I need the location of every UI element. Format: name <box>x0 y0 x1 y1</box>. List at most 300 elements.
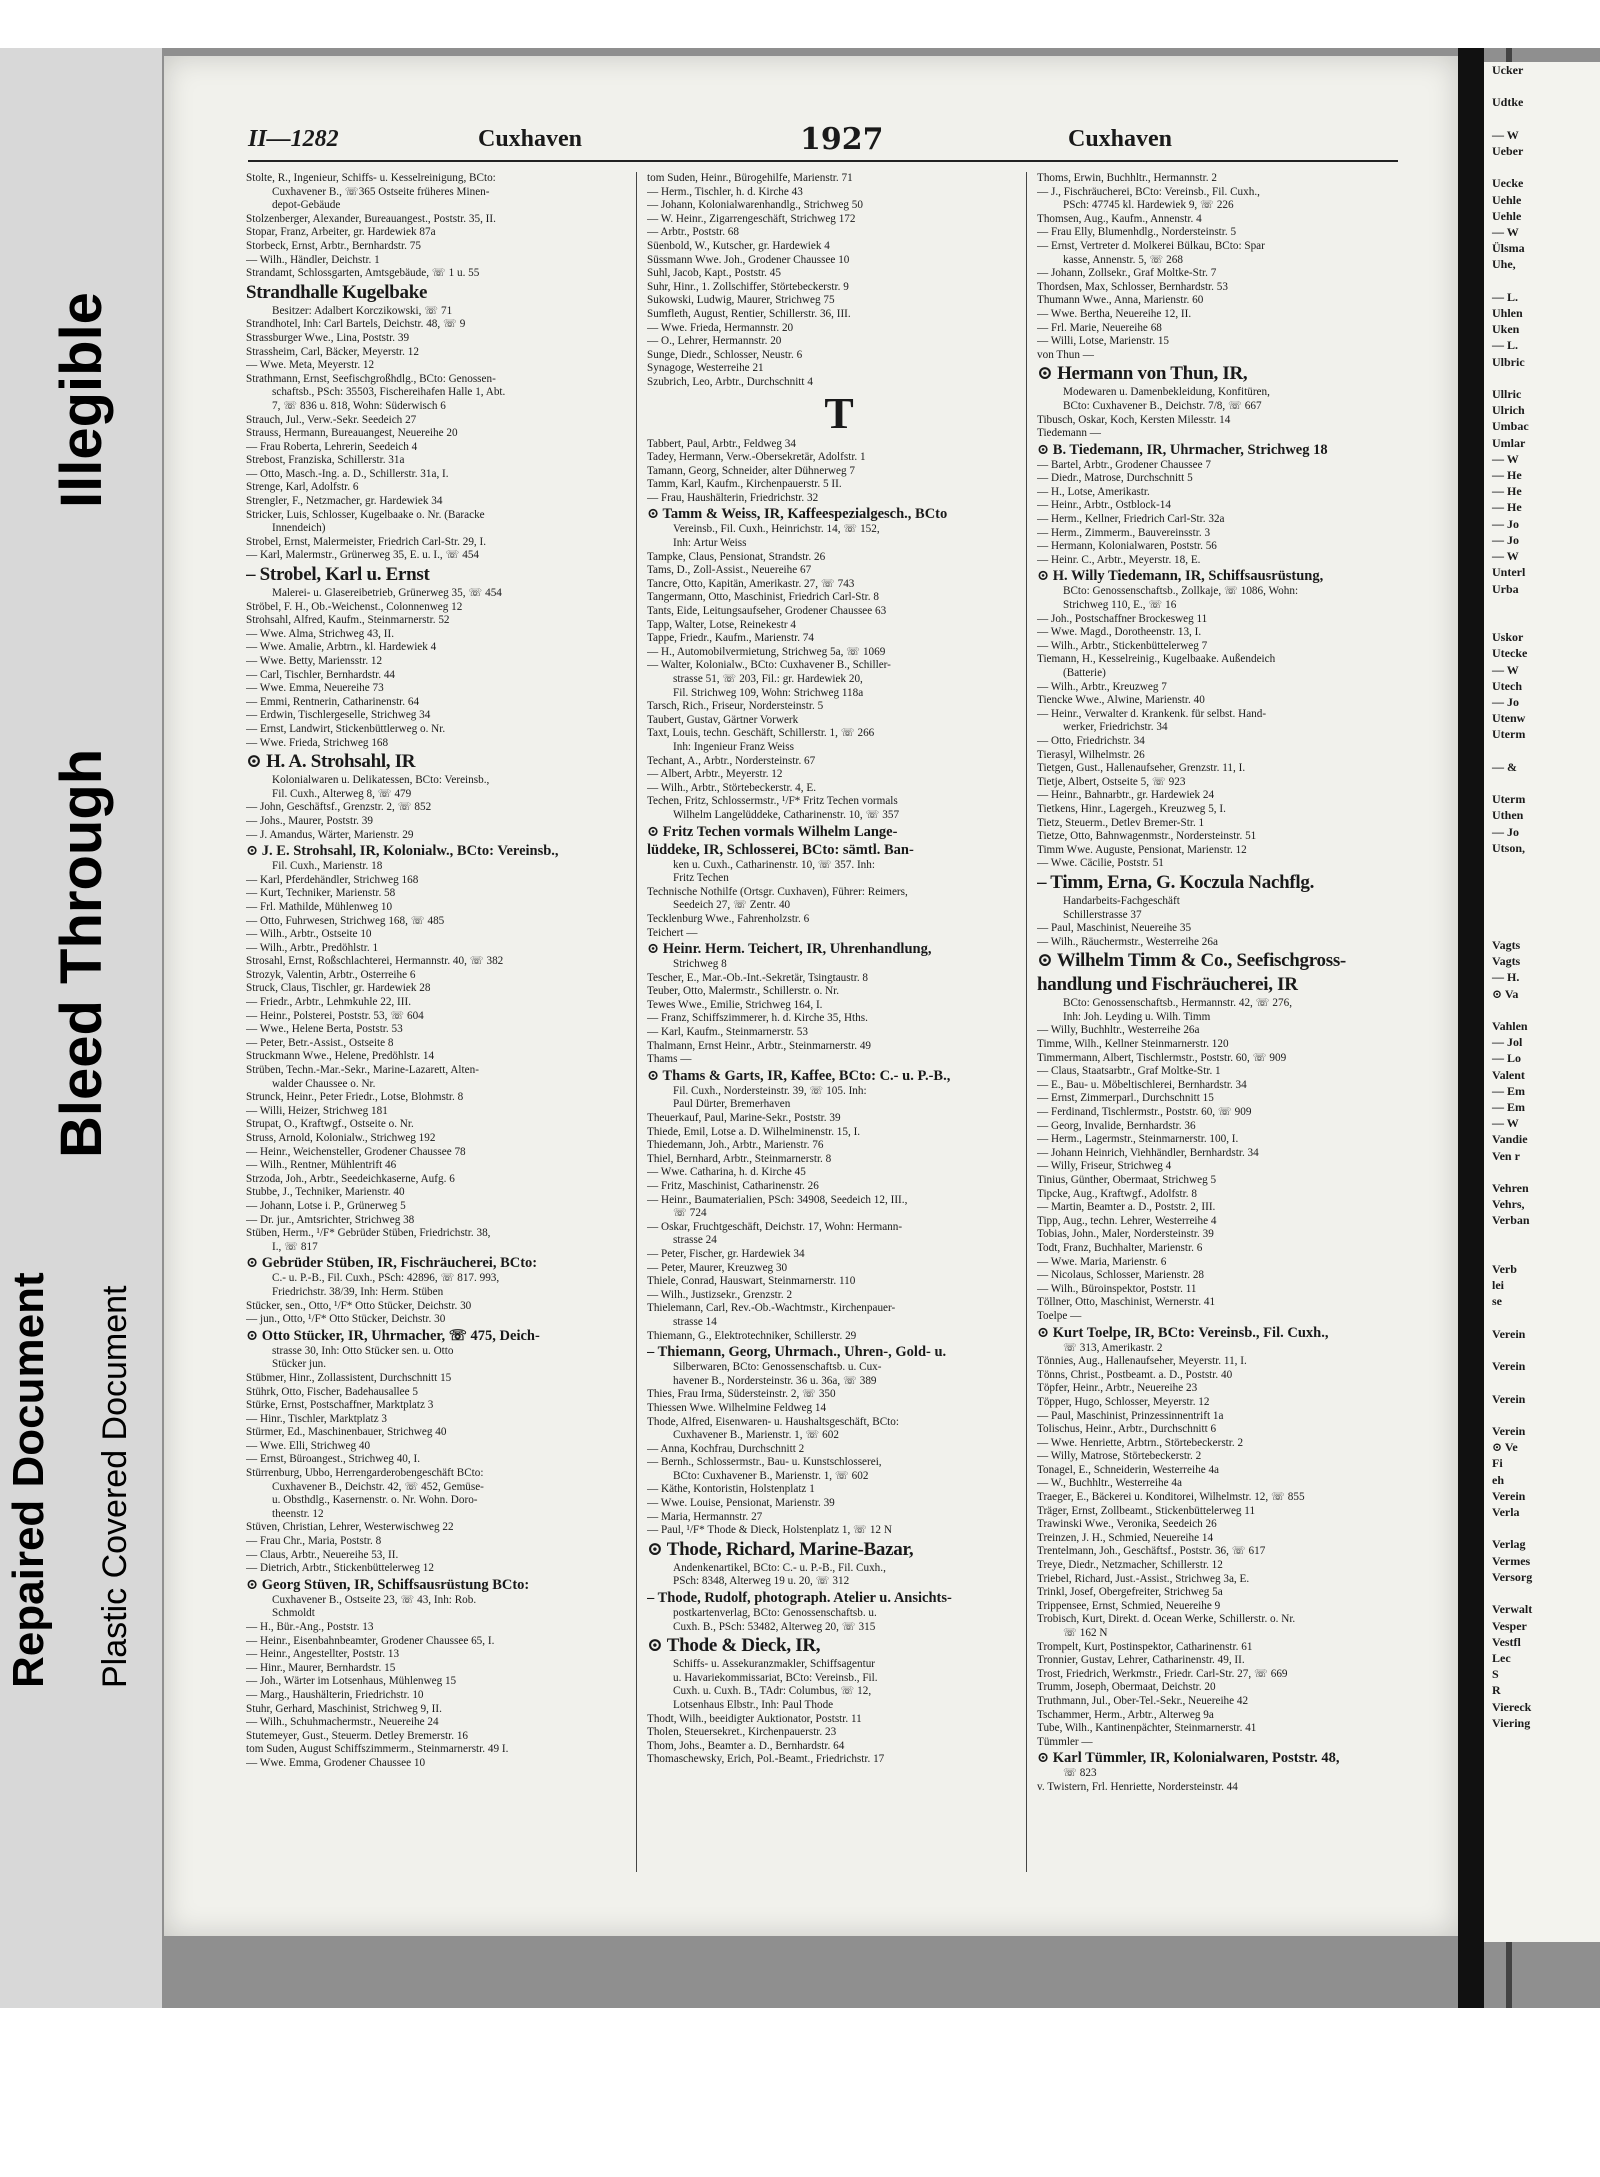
directory-entry: Theuerkauf, Paul, Marine-Sekr., Poststr. 39 <box>647 1112 841 1125</box>
directory-entry: Treye, Diedr., Netzmacher, Schillerstr. 12 <box>1037 1559 1223 1572</box>
adjacent-page-line: Vehrs, <box>1492 1197 1525 1212</box>
adjacent-page-line <box>1484 888 1600 904</box>
adjacent-page-line: Vermes <box>1492 1553 1531 1568</box>
adjacent-page-line <box>1484 743 1600 759</box>
adjacent-page-line <box>1484 775 1600 791</box>
adjacent-page-line: Vahlen <box>1492 1018 1528 1033</box>
directory-entry: — Ernst, Landwirt, Stickenbüttlerweg o. Nr. <box>246 722 446 735</box>
adjacent-page-line: Ullric <box>1492 387 1522 402</box>
directory-entry: — Wwe. Amalie, Arbtrn., kl. Hardewiek 4 <box>246 641 437 654</box>
directory-entry: Sukowski, Ludwig, Maurer, Strichweg 75 <box>647 294 835 307</box>
adjacent-page-line <box>1484 111 1600 127</box>
directory-entry: Tierasyl, Wilhelmstr. 26 <box>1037 748 1145 761</box>
directory-entry: Tecklenburg Wwe., Fahrenholzstr. 6 <box>647 912 810 925</box>
directory-entry: — John, Geschäftsf., Grenzstr. 2, ☏ 852 <box>246 801 432 814</box>
adjacent-page-line: — Jo <box>1492 824 1519 839</box>
label-plastic-covered: Plastic Covered Document <box>96 1285 134 1688</box>
directory-entry: Fil. Cuxh., Marienstr. 18 <box>272 860 383 873</box>
directory-entry: Schillerstrasse 37 <box>1063 908 1142 921</box>
adjacent-page-line: — W <box>1492 549 1519 564</box>
directory-entry: Tinius, Günther, Obermaat, Strichweg 5 <box>1037 1174 1217 1186</box>
directory-entry: Malerei- u. Glasereibetrieb, Grünerweg 35, ☏ 454 <box>272 587 502 600</box>
directory-entry: — H., Automobilvermietung, Strichweg 5a, ☏ 1069 <box>647 645 886 658</box>
adjacent-page-line: Utech <box>1492 678 1522 693</box>
directory-entry: ⊙ Wilhelm Timm & Co., Seefischgross- <box>1037 950 1346 972</box>
directory-entry: — Paul, Maschinist, Neuereihe 35 <box>1037 922 1192 935</box>
directory-entry: v. Twistern, Frl. Henriette, Nordersteinstr. 44 <box>1037 1780 1238 1793</box>
directory-entry: Cuxhavener B., Deichstr. 42, ☏ 452, Gemüse- <box>272 1480 484 1493</box>
directory-entry: — Diedr., Matrose, Durchschnitt 5 <box>1037 472 1193 485</box>
directory-entry: (Batterie) <box>1063 667 1106 679</box>
directory-entry: ⊙ Kurt Toelpe, IR, BCto: Vereinsb., Fil. Cuxh., <box>1037 1324 1329 1341</box>
directory-entry: Schmoldt <box>272 1607 315 1620</box>
adjacent-page-line: Vehren <box>1492 1181 1529 1196</box>
directory-entry: Thumann Wwe., Anna, Marienstr. 60 <box>1037 294 1204 307</box>
adjacent-page-line <box>1484 1342 1600 1358</box>
directory-entry: — Marg., Haushälterin, Friedrichstr. 10 <box>246 1688 424 1701</box>
directory-entry: Traeger, E., Bäckerei u. Konditorei, Wilhelmstr. 12, ☏ 855 <box>1037 1491 1305 1504</box>
directory-entry: Vereinsb., Fil. Cuxh., Heinrichstr. 14, ☏ 152, <box>673 523 880 536</box>
directory-entry: — Wwe. Bertha, Neuereihe 12, II. <box>1037 307 1192 320</box>
adjacent-page-line: Ucker <box>1492 63 1524 77</box>
directory-entry: postkartenverlag, BCto: Genossenschaftsb. u. <box>673 1607 877 1620</box>
directory-entry: — Heinr., Arbtr., Ostblock-14 <box>1037 499 1171 512</box>
adjacent-page-line: Uhe, <box>1492 257 1516 272</box>
adjacent-page-line: Ülsma <box>1492 241 1525 256</box>
directory-entry: Thodt, Wilh., beeidigter Auktionator, Poststr. 11 <box>647 1712 862 1725</box>
directory-entry: ⊙ J. E. Strohsahl, IR, Kolonialw., BCto: Vereinsb., <box>246 843 559 860</box>
directory-entry: — Dr. jur., Amtsrichter, Strichweg 38 <box>246 1213 415 1226</box>
directory-entry: Thies, Frau Irma, Südersteinstr. 2, ☏ 350 <box>647 1388 836 1401</box>
directory-entry: – Thiemann, Georg, Uhrmach., Uhren-, Gold- u. <box>647 1344 947 1361</box>
directory-entry: – Timm, Erna, G. Koczula Nachflg. <box>1037 871 1315 893</box>
directory-entry: Thode, Alfred, Eisenwaren- u. Haushaltsgeschäft, BCto: <box>647 1415 899 1428</box>
adjacent-page-line: Verb <box>1492 1262 1517 1277</box>
directory-entry: walder Chaussee o. Nr. <box>272 1077 376 1090</box>
directory-entry: — Herm., Tischler, h. d. Kirche 43 <box>647 185 803 198</box>
directory-entry: — Johann, Zollsekr., Graf Moltke-Str. 7 <box>1037 267 1217 280</box>
directory-entry: Trippensee, Ernst, Schmied, Neuereihe 9 <box>1037 1599 1221 1612</box>
directory-entry: Tümmler — <box>1037 1735 1093 1748</box>
directory-entry: — Nicolaus, Schlosser, Marienstr. 28 <box>1037 1269 1205 1282</box>
directory-entry: strasse 30, Inh: Otto Stücker sen. u. Otto <box>272 1344 454 1357</box>
adjacent-page-line <box>1484 1310 1600 1326</box>
section-letter: T <box>824 389 854 438</box>
adjacent-page-line: Verwalt <box>1492 1602 1533 1617</box>
directory-entry: Teichert — <box>647 926 698 939</box>
directory-entry: Strüben, Techn.-Mar.-Sekr., Marine-Lazarett, Alten- <box>246 1064 479 1077</box>
directory-entry: Thoms, Erwin, Buchhltr., Hermannstr. 2 <box>1037 172 1217 184</box>
adjacent-page-line: — He <box>1492 484 1522 499</box>
directory-entry: — Wilh., Schuhmachermstr., Neuereihe 24 <box>246 1716 439 1729</box>
adjacent-page-line: — L. <box>1492 338 1519 353</box>
directory-entry: — Wwe. Catharina, h. d. Kirche 45 <box>647 1166 806 1179</box>
directory-entry: — Otto, Masch.-Ing. a. D., Schillerstr. 31a, I. <box>246 467 449 480</box>
directory-column-2 <box>636 172 1031 1872</box>
directory-entry: Strauss, Hermann, Bureauangest, Neuereihe 20 <box>246 427 458 440</box>
directory-entry: Thiedemann, Joh., Arbtr., Marienstr. 76 <box>647 1139 824 1152</box>
directory-entry: — Willy, Matrose, Störtebeckerstr. 2 <box>1037 1450 1202 1463</box>
directory-entry: ⊙ Karl Tümmler, IR, Kolonialwaren, Poststr. 48, <box>1037 1750 1340 1767</box>
directory-entry: Tancre, Otto, Kapitän, Amerikastr. 27, ☏ 743 <box>647 577 855 590</box>
directory-entry: — Arbtr., Poststr. 68 <box>647 226 739 239</box>
directory-entry: — Heinr. C., Arbtr., Meyerstr. 18, E. <box>1037 553 1201 566</box>
adjacent-page-line: Fi <box>1492 1456 1503 1471</box>
directory-entry: — Willy, Friseur, Strichweg 4 <box>1037 1160 1172 1173</box>
directory-entry: Strandhalle Kugelbake <box>246 281 428 303</box>
adjacent-page-line <box>1484 78 1600 94</box>
directory-entry: — Claus, Arbtr., Neuereihe 53, II. <box>246 1548 399 1561</box>
directory-entry: — Frl. Marie, Neuereihe 68 <box>1037 321 1162 334</box>
directory-entry: Silberwaren, BCto: Genossenschaftsb. u. Cux- <box>673 1361 882 1374</box>
directory-entry: Stutemeyer, Gust., Steuerm. Detley Bremerstr. 16 <box>246 1729 469 1742</box>
adjacent-page-line <box>1484 1229 1600 1245</box>
directory-entry: — Peter, Maurer, Kreuzweg 30 <box>647 1261 788 1274</box>
directory-entry: Struck, Claus, Tischler, gr. Hardewiek 28 <box>246 982 431 995</box>
directory-entry: von Thun — <box>1037 348 1094 361</box>
directory-entry: Tipcke, Aug., Kraftwgf., Adolfstr. 8 <box>1037 1187 1197 1200</box>
adjacent-page-line <box>1484 921 1600 937</box>
directory-entry: Tappe, Friedr., Kaufm., Marienstr. 74 <box>647 632 814 645</box>
directory-entry: PSch: 8348, Alterweg 19 u. 20, ☏ 312 <box>673 1575 850 1588</box>
adjacent-page-line <box>1484 1585 1600 1601</box>
side-labels <box>0 48 160 2008</box>
directory-entry: Strenge, Karl, Adolfstr. 6 <box>246 481 359 494</box>
directory-entry: Tampke, Claus, Pensionat, Strandstr. 26 <box>647 550 826 563</box>
adjacent-page-line <box>1484 1164 1600 1180</box>
directory-entry: — Heinr., Verwalter d. Krankenk. für selbst. Hand- <box>1037 707 1267 720</box>
directory-entry: — Kurt, Techniker, Marienstr. 58 <box>246 887 396 900</box>
directory-entry: Thielemann, Carl, Rev.-Ob.-Wachtmstr., Kirchenpauer- <box>647 1302 896 1315</box>
adjacent-page-line: Versorg <box>1492 1569 1533 1584</box>
directory-entry: Tarsch, Rich., Friseur, Nordersteinstr. 5 <box>647 700 824 713</box>
directory-entry: Szubrich, Leo, Arbtr., Durchschnitt 4 <box>647 375 813 388</box>
directory-entry: — Wilh., Arbtr., Störtebeckerstr. 4, E. <box>647 781 816 794</box>
directory-entry: Tschammer, Herm., Arbtr., Alterweg 9a <box>1037 1708 1214 1721</box>
adjacent-page-line: Valent <box>1492 1067 1525 1082</box>
directory-entry: Stücker jun. <box>272 1358 327 1371</box>
directory-entry: Modewaren u. Damenbekleidung, Konfitüren, <box>1063 386 1270 399</box>
directory-entry: Cuxh. u. Cuxh. B., TAdr: Columbus, ☏ 12, <box>673 1685 872 1698</box>
directory-entry: ⊙ H. Willy Tiedemann, IR, Schiffsausrüstung, <box>1037 568 1324 585</box>
directory-entry: Inh: Artur Weiss <box>673 537 747 550</box>
directory-entry: Thams — <box>647 1053 692 1066</box>
directory-entry: — Emmi, Rentnerin, Catharinenstr. 64 <box>246 695 420 708</box>
directory-entry: Tamann, Georg, Schneider, alter Dühnerweg 7 <box>647 464 855 477</box>
adjacent-page-line <box>1484 1245 1600 1261</box>
directory-entry: — Friedr., Arbtr., Lehmkuhle 22, III. <box>246 996 411 1009</box>
directory-entry: Taxt, Louis, techn. Geschäft, Schillerstr. 1, ☏ 266 <box>647 727 875 740</box>
directory-entry: — Johann Heinrich, Viehhändler, Bernhardstr. 34 <box>1037 1146 1259 1159</box>
directory-entry: kasse, Annenstr. 5, ☏ 268 <box>1063 253 1183 266</box>
directory-entry: Seedeich 27, ☏ Zentr. 40 <box>673 899 791 912</box>
directory-entry: — Ferdinand, Tischlermstr., Poststr. 60, ☏ 909 <box>1037 1106 1252 1119</box>
directory-entry: Tolischus, Heinr., Arbtr., Durchschnitt 6 <box>1037 1423 1217 1436</box>
directory-entry: Cuxhavener B., Marienstr. 1, ☏ 602 <box>673 1429 839 1442</box>
directory-entry: ⊙ H. A. Strohsahl, IR <box>246 751 416 773</box>
directory-entry: — Wwe. Henriette, Arbtrn., Störtebeckerstr. 2 <box>1037 1436 1244 1449</box>
directory-entry: ☏ 313, Amerikastr. 2 <box>1063 1341 1163 1354</box>
adjacent-page-line: eh <box>1492 1472 1504 1487</box>
directory-entry: Süssmann Wwe. Joh., Grodener Chaussee 10 <box>647 253 850 266</box>
directory-entry: Todt, Franz, Buchhalter, Marienstr. 6 <box>1037 1241 1203 1254</box>
directory-entry: — Wilh., Rentner, Mühlentrift 46 <box>246 1159 397 1172</box>
directory-entry: Handarbeits-Fachgeschäft <box>1063 894 1180 907</box>
directory-entry: — Hermann, Kolonialwaren, Poststr. 56 <box>1037 540 1217 553</box>
directory-entry: — Wilh., Händler, Deichstr. 1 <box>246 253 380 266</box>
adjacent-page-line: — L. <box>1492 289 1519 304</box>
directory-entry: Timmermann, Albert, Tischlermstr., Poststr. 60, ☏ 909 <box>1037 1051 1287 1064</box>
directory-entry: Strandhotel, Inh: Carl Bartels, Deichstr. 48, ☏ 9 <box>246 318 466 331</box>
directory-entry: Strandamt, Schlossgarten, Amtsgebäude, ☏ 1 u. 55 <box>246 267 480 280</box>
directory-entry: — Heinr., Bahnarbtr., gr. Hardewiek 24 <box>1037 789 1215 802</box>
directory-entry: Stürrenburg, Ubbo, Herrengarderobengeschäft BCto: <box>246 1467 484 1480</box>
adjacent-page-line: Ulbric <box>1492 354 1525 369</box>
adjacent-page-line <box>1484 273 1600 289</box>
adjacent-page-line: Uskor <box>1492 630 1524 645</box>
adjacent-page-line: Vandie <box>1492 1132 1528 1147</box>
directory-entry: — Wwe., Helene Berta, Poststr. 53 <box>246 1023 403 1036</box>
directory-entry: — Ernst, Vertreter d. Molkerei Bülkau, BCto: Spar <box>1037 239 1265 252</box>
directory-entry: — W. Heinr., Zigarrengeschäft, Strichweg 172 <box>647 212 856 225</box>
adjacent-page-line: Verla <box>1492 1505 1520 1520</box>
directory-entry: ⊙ Thode, Richard, Marine-Bazar, <box>647 1538 914 1560</box>
directory-entry: Stopar, Franz, Arbeiter, gr. Hardewiek 87a <box>246 226 436 239</box>
directory-entry: Thalmann, Ernst Heinr., Arbtr., Steinmarnerstr. 49 <box>647 1039 872 1052</box>
directory-entry: strasse 51, ☏ 203, Fil.: gr. Hardewiek 20, <box>673 673 863 685</box>
adjacent-page-line: Utenw <box>1492 711 1526 726</box>
directory-entry: – Strobel, Karl u. Ernst <box>246 564 430 586</box>
adjacent-page-line: Vesper <box>1492 1618 1527 1633</box>
adjacent-page-line: Uhlen <box>1492 306 1523 321</box>
adjacent-page-line: Ueber <box>1492 144 1524 159</box>
directory-entry: — Wwe. Frieda, Strichweg 168 <box>246 736 389 749</box>
directory-entry: Tabbert, Paul, Arbtr., Feldweg 34 <box>647 437 796 450</box>
directory-entry: Tube, Wilh., Kantinenpächter, Steinmarnerstr. 41 <box>1037 1722 1257 1735</box>
adjacent-page-line: — W <box>1492 225 1519 240</box>
directory-entry: Thomaschewsky, Erich, Pol.-Beamt., Friedrichstr. 17 <box>647 1753 885 1766</box>
adjacent-page-line: — W <box>1492 1116 1519 1131</box>
directory-entry: werker, Friedrichstr. 34 <box>1063 721 1168 734</box>
directory-entry: Stolte, R., Ingenieur, Schiffs- u. Kesselreinigung, BCto: <box>246 172 496 184</box>
directory-entry: Stuhr, Gerhard, Maschinist, Strichweg 9, II. <box>246 1702 442 1715</box>
directory-entry: — Herm., Kellner, Friedrich Carl-Str. 32a <box>1037 513 1225 526</box>
directory-entry: — Wwe. Emma, Grodener Chaussee 10 <box>246 1756 426 1769</box>
directory-entry: — Martin, Beamter a. D., Poststr. 2, III. <box>1037 1201 1216 1214</box>
directory-entry: — Bernh., Schlossermstr., Bau- u. Kunstschlosserei, <box>647 1456 882 1469</box>
adjacent-page-line: S <box>1492 1667 1499 1682</box>
adjacent-page-line: Verlag <box>1492 1537 1526 1552</box>
adjacent-page-line: — Em <box>1492 1100 1525 1114</box>
adjacent-page-line <box>1484 872 1600 888</box>
adjacent-page-line: Verein <box>1492 1326 1526 1341</box>
directory-entry: — Paul, ¹/F* Thode & Dieck, Holstenplatz 1, ☏ 12 N <box>647 1524 892 1537</box>
directory-entry: Strupat, O., Kraftwgf., Ostseite o. Nr. <box>246 1118 414 1131</box>
adjacent-page-line: — W <box>1492 662 1519 677</box>
adjacent-page-line <box>1484 856 1600 872</box>
directory-entry: ⊙ Thode & Dieck, IR, <box>647 1635 821 1657</box>
directory-entry: I., ☏ 817 <box>272 1240 318 1253</box>
directory-entry: — Wwe. Alma, Strichweg 43, II. <box>246 627 394 640</box>
directory-entry: Trinkl, Josef, Obergefreiter, Strichweg 5a <box>1037 1586 1223 1599</box>
adjacent-page-line: Ven r <box>1492 1148 1520 1163</box>
directory-entry: — J. Amandus, Wärter, Marienstr. 29 <box>246 828 414 841</box>
directory-entry: Stolzenberger, Alexander, Bureauangest., Poststr. 35, II. <box>246 212 496 225</box>
adjacent-page-line: Verban <box>1492 1213 1530 1228</box>
directory-entry: — Wwe. Magd., Dorotheenstr. 13, I. <box>1037 626 1202 639</box>
directory-entry: ⊙ Georg Stüven, IR, Schiffsausrüstung BCto: <box>246 1576 530 1593</box>
directory-entry: — Paul, Maschinist, Prinzessinnentrift 1a <box>1037 1409 1224 1422</box>
directory-entry: — Wwe. Louise, Pensionat, Marienstr. 39 <box>647 1497 835 1510</box>
directory-entry: Tiedemann — <box>1037 427 1101 440</box>
directory-entry: ☏ 823 <box>1063 1767 1097 1780</box>
adjacent-page-line: Umbac <box>1492 419 1529 434</box>
directory-entry: Techen, Fritz, Schlossermstr., ¹/F* Fritz Techen vormals <box>647 795 898 808</box>
directory-entry: Tiencke Wwe., Alwine, Marienstr. 40 <box>1037 694 1205 707</box>
adjacent-page-line: — He <box>1492 468 1522 483</box>
directory-entry: — Frau Roberta, Lehrerin, Seedeich 4 <box>246 440 418 453</box>
directory-entry: — Albert, Arbtr., Meyerstr. 12 <box>647 768 783 781</box>
directory-entry: u. Obsthdlg., Kasernenstr. o. Nr. Wohn. Doro- <box>272 1494 478 1507</box>
adjacent-page-line: — Jol <box>1492 1035 1523 1050</box>
adjacent-page-line: Ulrich <box>1492 403 1525 418</box>
directory-entry: Technische Nothilfe (Ortsgr. Cuxhaven), Führer: Reimers, <box>647 885 908 898</box>
directory-entry: Tescher, E., Mar.-Ob.-Int.-Sekretär, Tsingtaustr. 8 <box>647 971 869 984</box>
directory-entry: Strobel, Ernst, Malermeister, Friedrich Carl-Str. 29, I. <box>246 535 487 548</box>
directory-entry: — Käthe, Kontoristin, Holstenplatz 1 <box>647 1483 815 1496</box>
directory-entry: — Willi, Lotse, Marienstr. 15 <box>1037 335 1170 348</box>
header-city-left: Cuxhaven <box>478 126 583 152</box>
directory-entry: Tewes Wwe., Emilie, Strichweg 164, I. <box>647 998 823 1011</box>
directory-entry: — Otto, Friedrichstr. 34 <box>1037 734 1145 747</box>
directory-entry: Strzoda, Joh., Arbtr., Seedeichkaserne, Aufg. 6 <box>246 1172 455 1185</box>
directory-entry: ⊙ Gebrüder Stüben, IR, Fischräucherei, BCto: <box>246 1255 538 1272</box>
directory-entry: Friedrichstr. 38/39, Inh: Herm. Stüben <box>272 1285 444 1298</box>
directory-entry: — Wilh., Justizsekr., Grenzstr. 2 <box>647 1288 793 1301</box>
directory-entry: Trompelt, Kurt, Postinspektor, Catharinenstr. 61 <box>1037 1640 1253 1653</box>
adjacent-page-line <box>1484 1002 1600 1018</box>
adjacent-page-line: Unterl <box>1492 565 1526 580</box>
directory-entry: schaftsb., PSch: 35503, Fischereihafen Halle 1, Abt. <box>272 386 506 399</box>
directory-entry: Tapp, Walter, Lotse, Reinekestr 4 <box>647 618 796 631</box>
directory-entry: — J., Fischräucherei, BCto: Vereinsb., Fil. Cuxh., <box>1037 185 1260 198</box>
directory-entry: Schiffs- u. Assekuranzmakler, Schiffsagentur <box>673 1658 876 1671</box>
directory-entry: Tants, Eide, Leitungsaufseher, Grodener Chaussee 63 <box>647 605 887 618</box>
directory-entry: — Wilh., Arbtr., Predöhlstr. 1 <box>246 941 379 954</box>
directory-entry: — Carl, Tischler, Bernhardstr. 44 <box>246 668 396 681</box>
directory-entry: Thiessen Wwe. Wilhelmine Feldweg 14 <box>647 1401 827 1414</box>
directory-entry: strasse 24 <box>673 1234 717 1247</box>
directory-entry: Lotsenhaus Elbstr., Inh: Paul Thode <box>673 1699 834 1711</box>
adjacent-page-line: Uehle <box>1492 208 1522 223</box>
adjacent-page-line: Uehle <box>1492 192 1522 207</box>
directory-entry: Tibusch, Oskar, Koch, Kersten Milesstr. 14 <box>1037 413 1231 426</box>
directory-entry: Tronnier, Gustav, Lehrer, Catharinenstr. 49, II. <box>1037 1654 1245 1667</box>
directory-entry: Fritz Techen <box>673 872 729 885</box>
binding-shadow-left <box>1458 48 1484 2008</box>
directory-entry: — Hinr., Maurer, Bernhardstr. 15 <box>246 1661 396 1674</box>
directory-entry: Trost, Friedrich, Werkmstr., Friedr. Carl-Str. 27, ☏ 669 <box>1037 1667 1288 1680</box>
adjacent-page-line: se <box>1492 1294 1502 1309</box>
directory-entry: Ströbel, F. H., Ob.-Weichenst., Colonnenweg 12 <box>246 600 463 613</box>
adjacent-page-line: ⊙ Va <box>1492 986 1519 1001</box>
directory-entry: Cuxhavener B., Ostseite 23, ☏ 43, Inh: Rob. <box>272 1593 477 1606</box>
directory-entry: ⊙ Hermann von Thun, IR, <box>1037 363 1248 385</box>
directory-entry: — Wwe. Maria, Marienstr. 6 <box>1037 1255 1167 1268</box>
page-header <box>248 124 1398 162</box>
directory-entry: Strathmann, Ernst, Seefischgroßhdlg., BCto: Genossen- <box>246 372 496 385</box>
directory-entry: — Frau Chr., Maria, Poststr. 8 <box>246 1535 382 1548</box>
adjacent-page-line: Verein <box>1492 1359 1526 1374</box>
adjacent-page-line: Verein <box>1492 1391 1526 1406</box>
directory-entry: Trobisch, Kurt, Direkt. d. Ocean Werke, Schillerstr. o. Nr. <box>1037 1613 1296 1626</box>
directory-entry: ☏ 162 N <box>1063 1627 1108 1639</box>
adjacent-page-line <box>1484 905 1600 921</box>
directory-entry: Struckmann Wwe., Helene, Predöhlstr. 14 <box>246 1050 435 1063</box>
directory-entry: — Wwe. Meta, Meyerstr. 12 <box>246 359 375 372</box>
directory-entry: Tamm, Karl, Kaufm., Kirchenpauerstr. 5 II. <box>647 478 842 491</box>
adjacent-page-line: Vagts <box>1492 937 1521 952</box>
directory-entry: — Peter, Fischer, gr. Hardewiek 34 <box>647 1247 805 1260</box>
directory-entry: — Wilh., Räuchermstr., Westerreihe 26a <box>1037 935 1218 948</box>
directory-entry: u. Havariekommissariat, BCto: Vereinsb., Fil. <box>673 1671 878 1684</box>
adjacent-page-line: ⊙ Ve <box>1492 1440 1518 1455</box>
directory-entry: Toelpe — <box>1037 1309 1082 1322</box>
directory-entry: Fil. Strichweg 109, Wohn: Strichweg 118a <box>673 686 864 699</box>
directory-entry: Töpper, Hugo, Schlosser, Meyerstr. 12 <box>1037 1395 1210 1408</box>
directory-entry: Thiele, Conrad, Hauswart, Steinmarnerstr. 110 <box>647 1275 856 1288</box>
adjacent-page-line: Udtke <box>1492 95 1524 110</box>
directory-entry: Synagoge, Westerreihe 21 <box>647 362 764 375</box>
directory-entry: — W., Buchhltr., Westerreihe 4a <box>1037 1477 1182 1490</box>
directory-entry: Timme, Wilh., Kellner Steinmarnerstr. 120 <box>1037 1038 1229 1051</box>
directory-entry: Thomsen, Aug., Kaufm., Annenstr. 4 <box>1037 212 1202 225</box>
directory-entry: ⊙ Heinr. Herm. Teichert, IR, Uhrenhandlung, <box>647 941 932 958</box>
directory-entry: Trawinski Wwe., Veronika, Seedeich 26 <box>1037 1518 1217 1531</box>
directory-entry: Sunge, Diedr., Schlosser, Neustr. 6 <box>647 348 803 361</box>
directory-entry: ken u. Cuxh., Catharinenstr. 10, ☏ 357. Inh: <box>673 858 875 871</box>
directory-entry: — Herm., Lagermstr., Steinmarnerstr. 100, I. <box>1037 1133 1239 1146</box>
directory-entry: Fil. Cuxh., Alterweg 8, ☏ 479 <box>272 787 412 800</box>
directory-entry: Süenbold, W., Kutscher, gr. Hardewiek 4 <box>647 239 830 252</box>
directory-entry: BCto: Cuxhavener B., Marienstr. 1, ☏ 602 <box>673 1469 869 1482</box>
directory-entry: — Wwe. Betty, Mariensstr. 12 <box>246 655 383 667</box>
directory-entry: Tams, D., Zoll-Assist., Neuereihe 67 <box>647 564 812 577</box>
page-number: II—1282 <box>248 126 339 152</box>
directory-entry: Stübmer, Hinr., Zollassistent, Durchschnitt 15 <box>246 1371 452 1384</box>
directory-entry: — Anna, Kochfrau, Durchschnitt 2 <box>647 1442 805 1455</box>
adjacent-page-line: Uecke <box>1492 176 1524 191</box>
adjacent-page-fragment <box>1484 62 1600 1942</box>
adjacent-page-line: Uken <box>1492 322 1520 337</box>
directory-column-3 <box>1026 172 1423 1872</box>
adjacent-page-line: — Jo <box>1492 516 1519 531</box>
directory-entry: Besitzer: Adalbert Korczikowski, ☏ 71 <box>272 304 453 317</box>
directory-entry: — Frl. Mathilde, Mühlenweg 10 <box>246 900 393 913</box>
directory-entry: Tietze, Otto, Bahnwagenmstr., Nordersteinstr. 51 <box>1037 830 1257 843</box>
label-repaired-document: Repaired Document <box>4 1272 53 1688</box>
directory-entry: – Thode, Rudolf, photograph. Atelier u. Ansichts- <box>647 1590 952 1607</box>
directory-entry: — Ernst, Büroangest., Strichweg 40, I. <box>246 1453 421 1466</box>
directory-entry: Treinzen, J. H., Schmied, Neuereihe 14 <box>1037 1531 1214 1544</box>
directory-entry: — Willy, Buchhltr., Westerreihe 26a <box>1037 1024 1200 1037</box>
directory-entry: — O., Lehrer, Hermannstr. 20 <box>647 335 782 348</box>
directory-entry: Tadey, Hermann, Verw.-Obersekretär, Adolfstr. 1 <box>647 451 866 464</box>
header-year: 1927 <box>800 122 884 157</box>
adjacent-page-line: Uterm <box>1492 727 1526 742</box>
directory-entry: Strosahl, Ernst, Roßschlachterei, Hermannstr. 40, ☏ 382 <box>246 955 504 968</box>
directory-entry: — Wwe. Cäcilie, Poststr. 51 <box>1037 857 1164 870</box>
